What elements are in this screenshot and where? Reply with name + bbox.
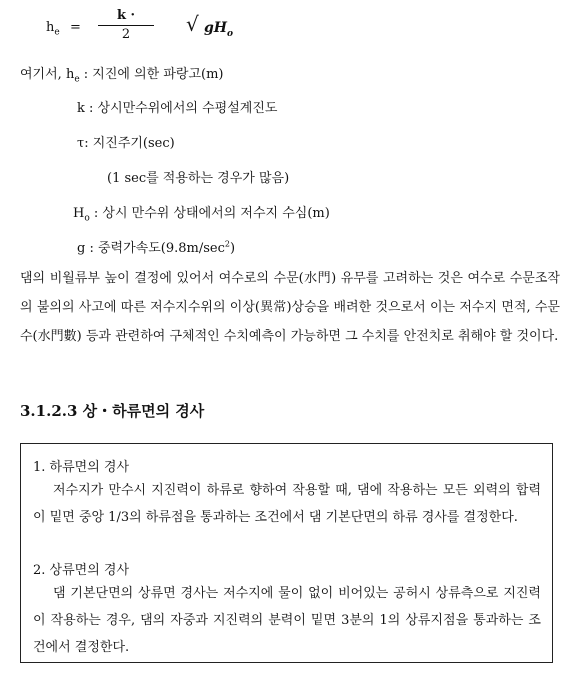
slope-box — [20, 443, 553, 663]
item2-title: 2. 상류면의 경사 — [33, 563, 130, 578]
formula-lhs: $h_e$ — [46, 20, 60, 38]
definition-tau: τ: 지진주기(sec) — [77, 136, 175, 151]
wave-height-formula — [46, 8, 286, 42]
item2-text: 댐 기본단면의 상류면 경사는 저수지에 물이 없이 비어있는 공허시 상류측으로 지진력이 작용하는 경우, 댐의 자중과 지진력의 분력이 밑면 3분의 1의 상류지점을 통과하는 조건에서 결정한다. — [33, 586, 541, 655]
formula-denominator: 2 — [121, 27, 131, 42]
ho-symbol: $H_o$ — [73, 206, 90, 224]
definition-k: k : 상시만수위에서의 수평설계진도 — [77, 101, 278, 116]
definition-ho: $H_o$ : 상시 만수위 상태에서의 저수지 수심(m) — [73, 206, 330, 224]
body-paragraph: 댐의 비월류부 높이 결정에 있어서 여수로의 수문(水門) 유무를 고려하는 것은 여수로 수문조작의 불의의 사고에 따른 저수지수위의 이상(異常)상승을 배려한 것으로서 이는 저수지 면적, 수문수(水門數) 등과 관련하여 구체적인 수치예측이 가능하면 그 수치를 안전치로 취해야 할 것이다. — [20, 271, 560, 344]
sqrt-symbol: √ — [186, 12, 199, 36]
fraction-bar — [98, 25, 154, 26]
formula-fraction — [96, 8, 156, 43]
item1-text: 저수지가 만수시 지진력이 하류로 향하여 작용할 때, 댐에 작용하는 모든 외력의 합력이 밑면 중앙 1/3의 하류점을 통과하는 조건에서 댐 기본단면의 하류 경사를 결정한다. — [33, 483, 541, 525]
formula-radicand: $gH_o$ — [204, 20, 234, 39]
item1-title: 1. 하류면의 경사 — [33, 460, 130, 475]
formula-equals: = — [70, 20, 81, 35]
section-heading: 3.1.2.3 상・하류면의 경사 — [20, 402, 205, 420]
definition-tau-note: (1 sec를 적용하는 경우가 많음) — [107, 171, 290, 186]
definition-g: g : 중력가속도$(9.8m/\sec^2)$ — [77, 239, 236, 256]
formula-numerator: k · — [116, 8, 136, 23]
definition-he: 여기서, $h_e$ : 지진에 의한 파랑고(m) — [20, 67, 224, 85]
he-symbol: $h_e$ — [65, 67, 80, 85]
